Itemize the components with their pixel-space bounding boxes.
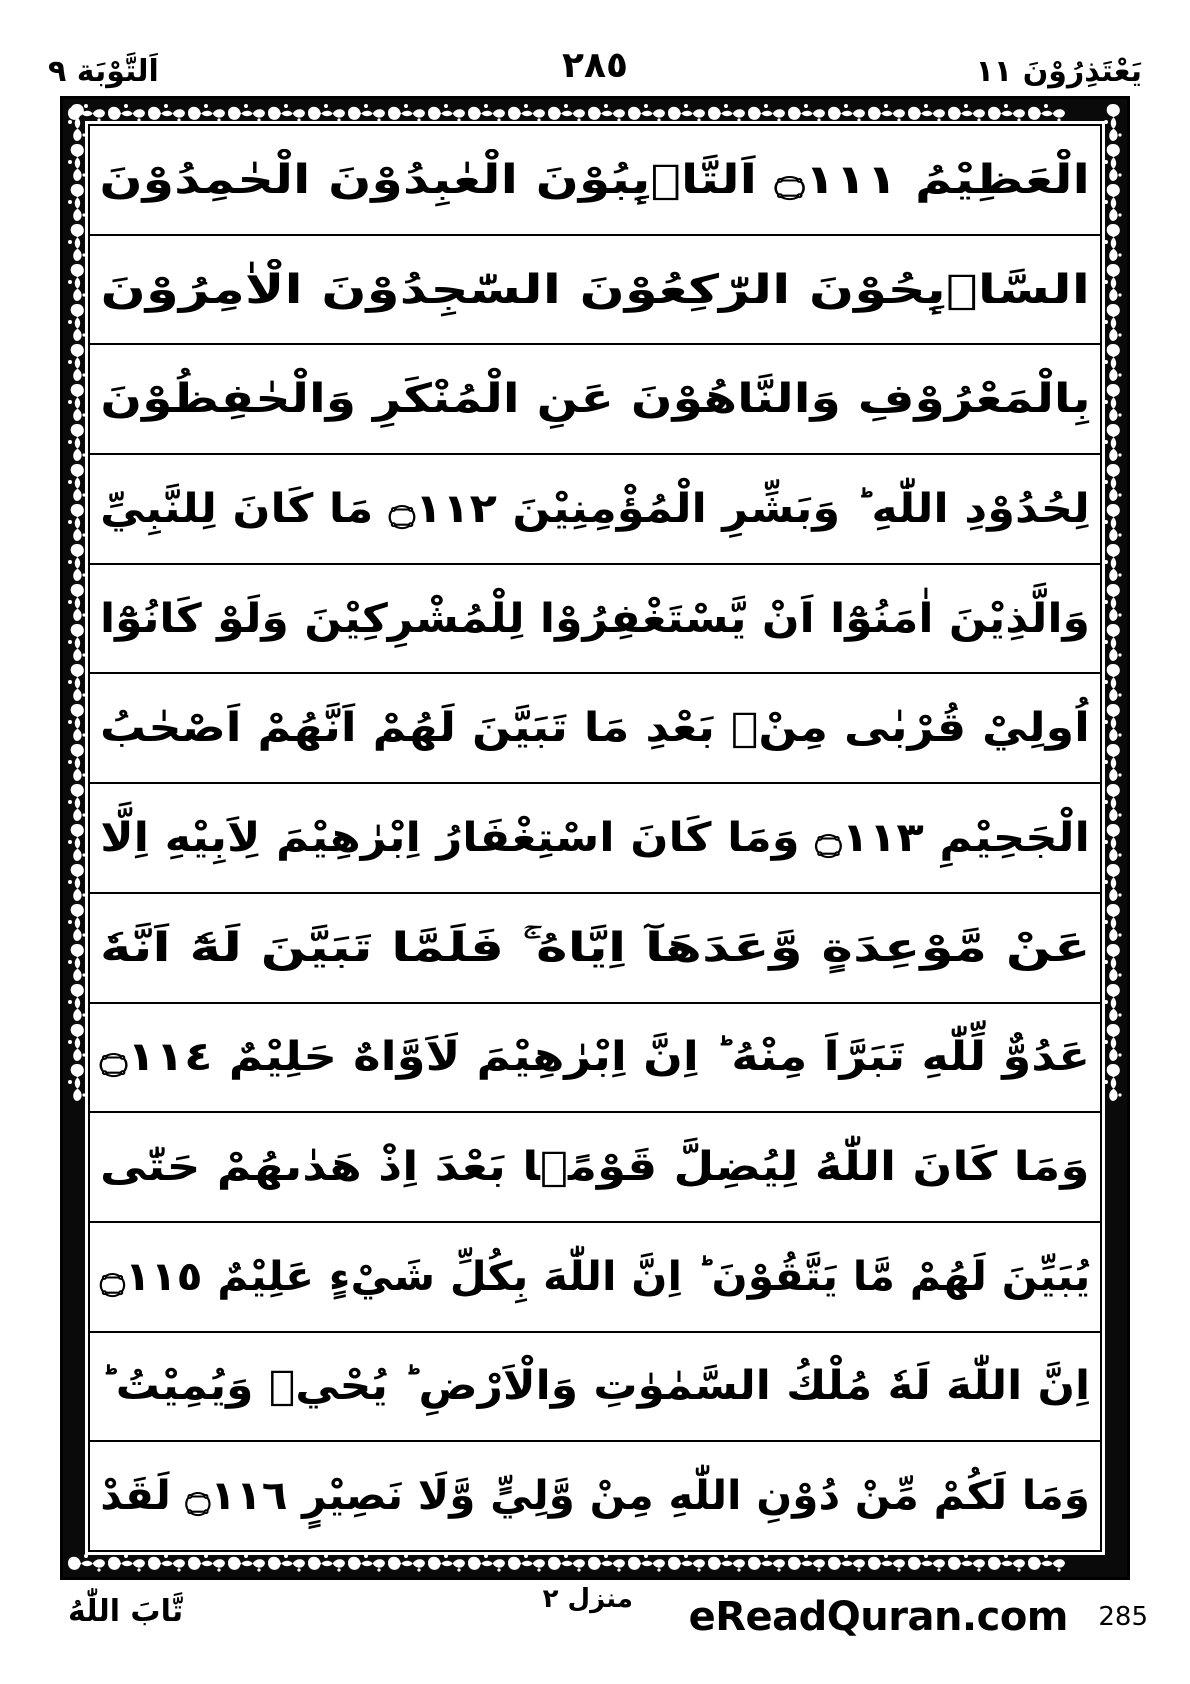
- ayah-line: [90, 455, 1100, 565]
- ayah-line-text: السَّاۗىِٕحُوْنَ الرّٰكِعُوْنَ السّٰجِدُوْنَ الْاٰمِرُوْنَ: [100, 266, 1090, 313]
- ayah-line-text: وَمَا لَكُمْ مِّنْ دُوْنِ اللّٰهِ مِنْ وَّلِيٍّ وَّلَا نَصِيْرٍ ۝١١٦ لَقَدْ: [100, 1473, 1090, 1520]
- ayah-line-text: عَنْ مَّوْعِدَةٍ وَّعَدَهَآ اِيَّاهُ ۚ فَلَمَّا تَبَيَّنَ لَهٗٓ اَنَّهٗ: [99, 924, 1091, 971]
- page-header: [0, 0, 1190, 96]
- ayah-line: [90, 674, 1100, 784]
- surah-name-label: اَلتَّوْبَة ٩: [48, 54, 159, 89]
- page-footer: [0, 1580, 1190, 1684]
- page-number-arabic: ٢٨٥: [562, 45, 628, 86]
- ayah-line-text: لِحُدُوْدِ اللّٰهِ ؕ وَبَشِّرِ الْمُؤْمِنِيْنَ ۝١١٢ مَا كَانَ لِلنَّبِيِّ: [100, 485, 1090, 532]
- ayah-line: [90, 894, 1100, 1004]
- frame-ornament-bottom: [66, 1552, 1066, 1574]
- frame-ornament-right: [1102, 102, 1124, 1102]
- ayah-line: [90, 784, 1100, 894]
- ornamental-frame: [60, 96, 1130, 1580]
- ayah-line: [90, 1113, 1100, 1223]
- ayah-line-text: وَمَا كَانَ اللّٰهُ لِيُضِلَّ قَوْمًۢا بَعْدَ اِذْ هَدٰىهُمْ حَتّٰى: [100, 1144, 1090, 1191]
- ayah-line: [90, 1004, 1100, 1114]
- ayah-line-text: الْعَظِيْمُ ۝١١١ اَلتَّاۗىِٕبُوْنَ الْعٰبِدُوْنَ الْحٰمِدُوْنَ: [99, 156, 1091, 203]
- catchword-label: تَّابَ اللّٰهُ: [68, 1594, 184, 1629]
- juz-name-label: يَعْتَذِرُوْنَ ١١: [975, 54, 1142, 89]
- ayah-line: [90, 1223, 1100, 1333]
- ayah-line-text: بِالْمَعْرُوْفِ وَالنَّاهُوْنَ عَنِ الْمُنْكَرِ وَالْحٰفِظُوْنَ: [99, 376, 1091, 423]
- ayah-line: [90, 1442, 1100, 1550]
- ayah-line-text: الْجَحِيْمِ ۝١١٣ وَمَا كَانَ اسْتِغْفَارُ اِبْرٰهِيْمَ لِاَبِيْهِ اِلَّا: [100, 814, 1090, 861]
- ayah-line-text: يُبَيِّنَ لَهُمْ مَّا يَتَّقُوْنَ ؕ اِنَّ اللّٰهَ بِكُلِّ شَيْءٍ عَلِيْمٌ ۝١١٥: [99, 1253, 1091, 1300]
- ayah-line: [90, 345, 1100, 455]
- frame-ornament-top: [66, 102, 1066, 124]
- quran-text-area: [90, 126, 1100, 1550]
- ayah-line-text: اِنَّ اللّٰهَ لَهٗ مُلْكُ السَّمٰوٰتِ وَالْاَرْضِ ؕ يُحْيٖ وَيُمِيْتُ ؕ: [100, 1363, 1090, 1410]
- ayah-line-text: عَدُوٌّ لِّلّٰهِ تَبَرَّاَ مِنْهُ ؕ اِنَّ اِبْرٰهِيْمَ لَاَوَّاهٌ حَلِيْمٌ ۝١١٤: [99, 1034, 1091, 1081]
- ayah-line-text: اُولِيْ قُرْبٰى مِنْۢ بَعْدِ مَا تَبَيَّنَ لَهُمْ اَنَّهُمْ اَصْحٰبُ: [100, 705, 1090, 752]
- manzil-label: منزل ٢: [542, 1584, 633, 1614]
- frame-ornament-left: [66, 102, 88, 1102]
- ayah-line: [90, 565, 1100, 675]
- brand-label[interactable]: eReadQuran.com: [688, 1594, 1068, 1640]
- ayah-line-text: وَالَّذِيْنَ اٰمَنُوْٓا اَنْ يَّسْتَغْفِرُوْا لِلْمُشْرِكِيْنَ وَلَوْ كَانُوْٓا: [99, 595, 1091, 642]
- page-number-latin: 285: [1098, 1602, 1148, 1632]
- ayah-line: [90, 236, 1100, 346]
- ayah-line: [90, 126, 1100, 236]
- ayah-line: [90, 1333, 1100, 1443]
